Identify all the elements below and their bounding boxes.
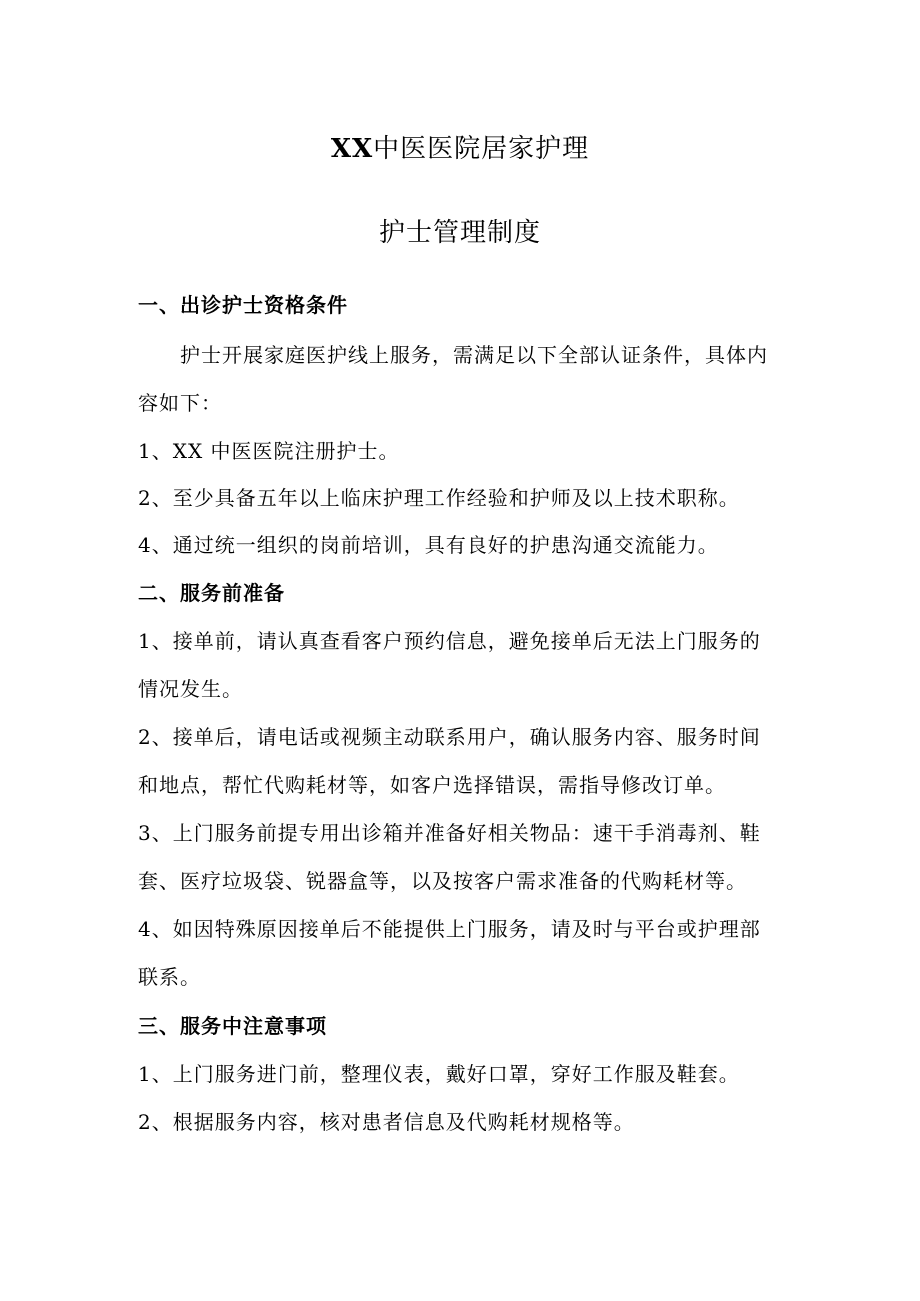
paragraph-line: 护士开展家庭医护线上服务，需满足以下全部认证条件，具体内 xyxy=(180,343,768,367)
section-heading: 三、服务中注意事项 xyxy=(138,1014,327,1038)
list-item: 2、至少具备五年以上临床护理工作经验和护师及以上技术职称。 xyxy=(138,486,740,510)
paragraph-line: 情况发生。 xyxy=(138,677,243,701)
list-item: 1、上门服务进门前，整理仪表，戴好口罩，穿好工作服及鞋套。 xyxy=(138,1062,740,1086)
paragraph-line: 套、医疗垃圾袋、锐器盒等，以及按客户需求准备的代购耗材等。 xyxy=(138,869,747,893)
paragraph-line: 容如下： xyxy=(138,391,222,415)
section-heading: 一、出诊护士资格条件 xyxy=(138,293,348,317)
list-item: 3、上门服务前提专用出诊箱并准备好相关物品：速干手消毒剂、鞋 xyxy=(138,821,761,845)
title-text: 中医医院居家护理 xyxy=(373,134,590,164)
list-item: 4、通过统一组织的岗前培训，具有良好的护患沟通交流能力。 xyxy=(138,533,719,557)
document-subtitle: 护士管理制度 xyxy=(378,218,541,248)
document-title xyxy=(0,128,920,165)
list-item: 2、根据服务内容，核对患者信息及代购耗材规格等。 xyxy=(138,1110,635,1134)
paragraph-line: 联系。 xyxy=(138,965,201,989)
list-item: 1、接单前，请认真查看客户预约信息，避免接单后无法上门服务的 xyxy=(138,629,761,653)
list-item: 2、接单后，请电话或视频主动联系用户，确认服务内容、服务时间 xyxy=(138,725,761,749)
list-item: 1、XX 中医医院注册护士。 xyxy=(138,439,400,463)
list-item: 4、如因特殊原因接单后不能提供上门服务，请及时与平台或护理部 xyxy=(138,917,761,941)
paragraph-line: 和地点，帮忙代购耗材等，如客户选择错误，需指导修改订单。 xyxy=(138,773,726,797)
section-heading: 二、服务前准备 xyxy=(138,581,285,605)
title-prefix: XX xyxy=(330,134,374,164)
